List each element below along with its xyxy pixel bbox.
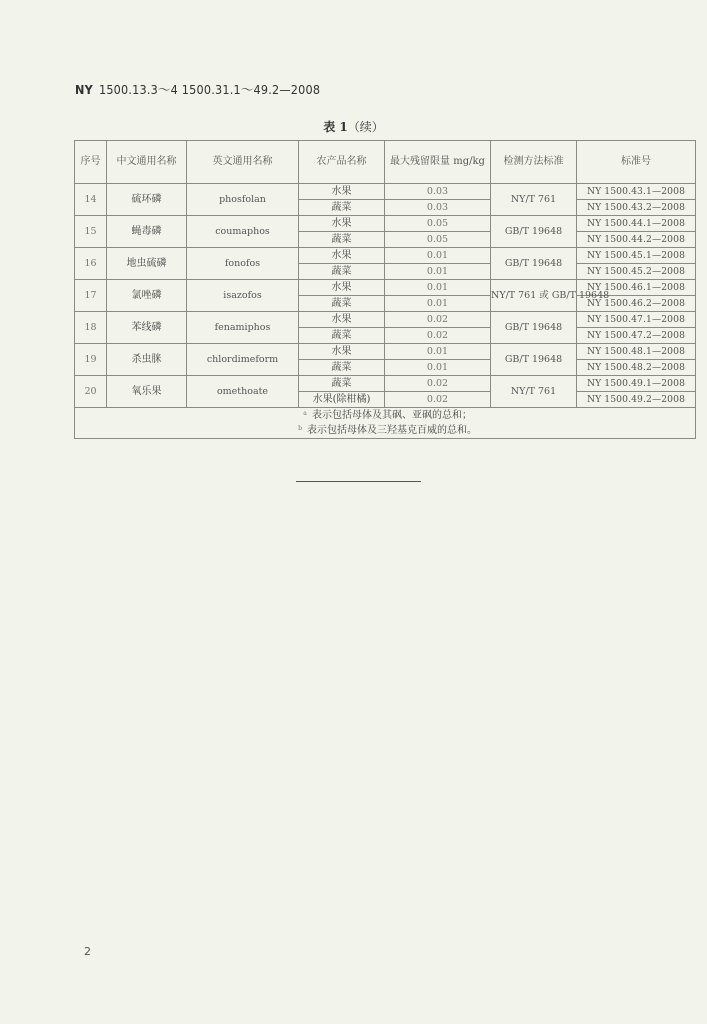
cell-crop: 水果 [299, 312, 385, 328]
cell-chinese-name: 苯线磷 [107, 312, 187, 344]
cell-method: GB/T 19648 [491, 344, 577, 376]
cell-english-name: coumaphos [187, 216, 299, 248]
cell-mrl: 0.02 [385, 328, 491, 344]
header-prefix: NY [75, 82, 93, 97]
document-header [75, 80, 320, 98]
cell-standard: NY 1500.43.1—2008 [577, 184, 696, 200]
cell-crop: 水果 [299, 344, 385, 360]
cell-method: NY/T 761 [491, 184, 577, 216]
cell-method: NY/T 761 或 GB/T 19648 [491, 280, 577, 312]
cell-method: GB/T 19648 [491, 216, 577, 248]
cell-crop: 蔬菜 [299, 360, 385, 376]
table-row [75, 216, 696, 232]
cell-mrl: 0.01 [385, 360, 491, 376]
cell-mrl: 0.05 [385, 216, 491, 232]
cell-standard: NY 1500.48.1—2008 [577, 344, 696, 360]
end-of-section-rule [296, 481, 421, 482]
cell-standard: NY 1500.48.2—2008 [577, 360, 696, 376]
cell-mrl: 0.01 [385, 296, 491, 312]
col-header-chinese-name: 中文通用名称 [107, 141, 187, 184]
note-a-mark: a [303, 410, 307, 417]
cell-method: NY/T 761 [491, 376, 577, 408]
cell-mrl: 0.02 [385, 312, 491, 328]
col-header-method: 检测方法标准 [491, 141, 577, 184]
note-b-text: 表示包括母体及三羟基克百威的总和。 [307, 425, 477, 436]
cell-crop: 水果 [299, 248, 385, 264]
table-row [75, 184, 696, 200]
cell-serial-number: 17 [75, 280, 107, 312]
cell-standard: NY 1500.46.1—2008 [577, 280, 696, 296]
table-caption-suffix: （续） [347, 120, 384, 134]
cell-serial-number: 16 [75, 248, 107, 280]
cell-crop: 水果 [299, 184, 385, 200]
cell-serial-number: 14 [75, 184, 107, 216]
table-row [75, 344, 696, 360]
table-row [75, 376, 696, 392]
cell-crop: 蔬菜 [299, 264, 385, 280]
cell-standard: NY 1500.46.2—2008 [577, 296, 696, 312]
note-a-text: 表示包括母体及其砜、亚砜的总和； [312, 410, 472, 421]
mrl-table [74, 140, 696, 439]
cell-crop: 水果 [299, 216, 385, 232]
cell-serial-number: 20 [75, 376, 107, 408]
page-number: 2 [84, 945, 91, 958]
cell-english-name: phosfolan [187, 184, 299, 216]
cell-serial-number: 19 [75, 344, 107, 376]
cell-standard: NY 1500.45.1—2008 [577, 248, 696, 264]
cell-crop: 水果 [299, 280, 385, 296]
cell-method: GB/T 19648 [491, 312, 577, 344]
cell-standard: NY 1500.49.1—2008 [577, 376, 696, 392]
cell-mrl: 0.02 [385, 392, 491, 408]
cell-mrl: 0.01 [385, 248, 491, 264]
cell-standard: NY 1500.47.2—2008 [577, 328, 696, 344]
cell-standard: NY 1500.47.1—2008 [577, 312, 696, 328]
col-header-english-name: 英文通用名称 [187, 141, 299, 184]
header-standard-range: 1500.13.3～4 1500.31.1～49.2—2008 [98, 82, 321, 97]
note-a [75, 408, 695, 423]
cell-method: GB/T 19648 [491, 248, 577, 280]
cell-serial-number: 15 [75, 216, 107, 248]
cell-mrl: 0.03 [385, 184, 491, 200]
cell-crop: 水果(除柑橘) [299, 392, 385, 408]
cell-standard: NY 1500.43.2—2008 [577, 200, 696, 216]
col-header-crop: 农产品名称 [299, 141, 385, 184]
cell-chinese-name: 氧乐果 [107, 376, 187, 408]
cell-serial-number: 18 [75, 312, 107, 344]
cell-chinese-name: 杀虫脒 [107, 344, 187, 376]
cell-crop: 蔬菜 [299, 200, 385, 216]
cell-mrl: 0.02 [385, 376, 491, 392]
cell-standard: NY 1500.49.2—2008 [577, 392, 696, 408]
cell-crop: 蔬菜 [299, 232, 385, 248]
note-b [75, 423, 695, 438]
cell-chinese-name: 硫环磷 [107, 184, 187, 216]
cell-mrl: 0.01 [385, 280, 491, 296]
notes-row [75, 408, 696, 439]
cell-chinese-name: 地虫硫磷 [107, 248, 187, 280]
cell-chinese-name: 氯唑磷 [107, 280, 187, 312]
cell-mrl: 0.03 [385, 200, 491, 216]
table-body [75, 184, 696, 408]
table-caption [0, 118, 707, 135]
cell-english-name: fonofos [187, 248, 299, 280]
table-notes [75, 408, 696, 439]
cell-standard: NY 1500.44.1—2008 [577, 216, 696, 232]
table-row [75, 312, 696, 328]
cell-crop: 蔬菜 [299, 296, 385, 312]
cell-crop: 蔬菜 [299, 376, 385, 392]
table-row [75, 280, 696, 296]
cell-mrl: 0.01 [385, 344, 491, 360]
col-header-sn: 序号 [75, 141, 107, 184]
cell-english-name: fenamiphos [187, 312, 299, 344]
table-header-row [75, 141, 696, 184]
table-caption-title: 表 1 [323, 120, 348, 134]
col-header-standard: 标准号 [577, 141, 696, 184]
cell-standard: NY 1500.45.2—2008 [577, 264, 696, 280]
col-header-mrl: 最大残留限量 mg/kg [385, 141, 491, 184]
cell-crop: 蔬菜 [299, 328, 385, 344]
cell-chinese-name: 蝇毒磷 [107, 216, 187, 248]
cell-mrl: 0.01 [385, 264, 491, 280]
cell-mrl: 0.05 [385, 232, 491, 248]
note-b-mark: b [298, 425, 302, 432]
cell-english-name: isazofos [187, 280, 299, 312]
cell-standard: NY 1500.44.2—2008 [577, 232, 696, 248]
table-row [75, 248, 696, 264]
cell-english-name: omethoate [187, 376, 299, 408]
cell-english-name: chlordimeform [187, 344, 299, 376]
